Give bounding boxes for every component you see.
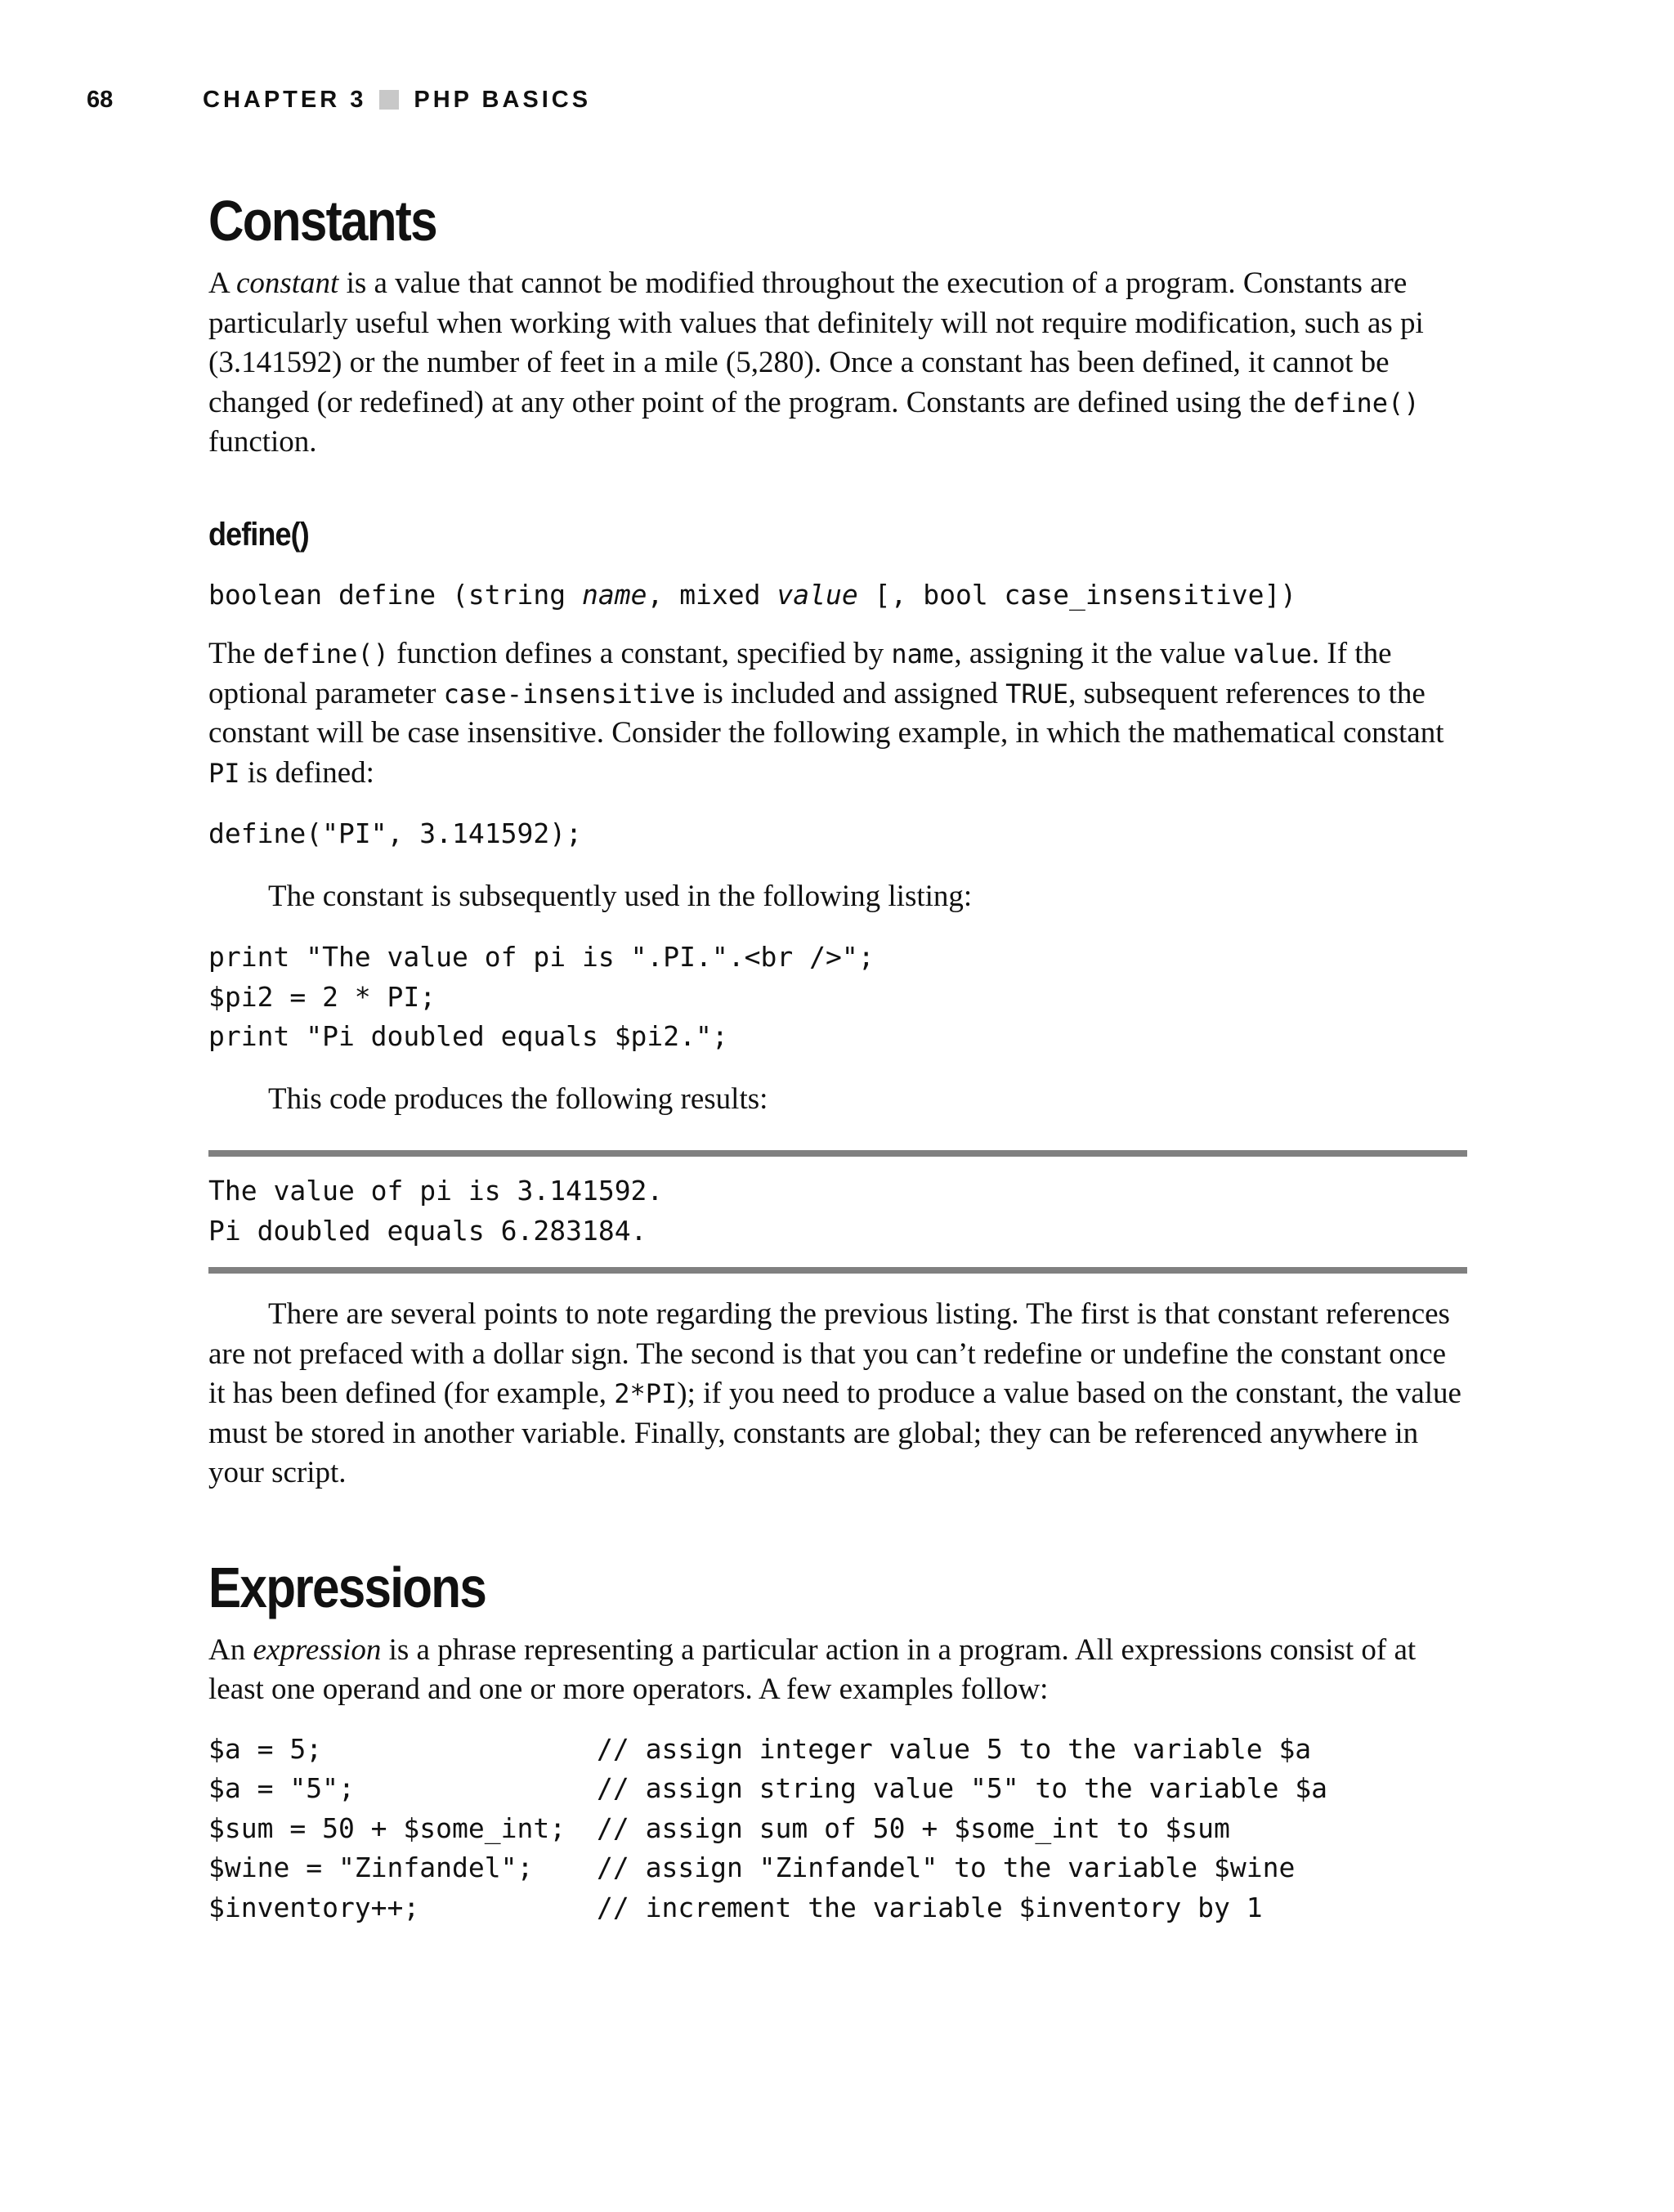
text-run: function defines a constant, specified by [388, 637, 892, 670]
define-signature [208, 575, 1467, 616]
expression-statement: $inventory++; [208, 1891, 420, 1923]
code-line: print "Pi doubled equals $pi2."; [208, 1020, 728, 1052]
running-header [87, 80, 1553, 119]
code-run: [, bool case_insensitive]) [857, 578, 1297, 611]
expression-comment: // assign "Zinfandel" to the variable $wine [597, 1852, 1296, 1883]
expression-statement: $a = 5; [208, 1732, 323, 1765]
text-run: function. [208, 425, 317, 459]
text-run: is included and assigned [695, 676, 1006, 710]
expression-comment: // assign sum of 50 + $some_int to $sum [597, 1811, 1230, 1844]
constants-intro-paragraph [208, 264, 1467, 463]
output-box [208, 1150, 1467, 1274]
inline-code: name [891, 638, 955, 669]
page-number: 68 [87, 86, 114, 113]
inline-code: TRUE [1005, 678, 1069, 710]
expression-statement: $sum = 50 + $some_int; [208, 1811, 566, 1844]
inline-code: define() [262, 638, 389, 669]
text-run: , subsequent references to the constant will be case insensitive. Consider the following example, in which the mathematical constant [208, 676, 1444, 750]
text-run: is defined: [239, 755, 374, 790]
inline-code: PI [208, 757, 240, 789]
used-paragraph: The constant is subsequently used in the following listing: [268, 879, 973, 913]
expressions-intro-paragraph [208, 1631, 1467, 1710]
text-run: is a value that cannot be modified throughout the execution of a program. Constants are particularly useful when working with values that definitely will not require modification, such as pi (3.141592) or the number of feet in a mile (5,280). Once a constant has been defined, it cannot be changed (or redefined) at any other point of the program. Constants are defined using the [208, 266, 1424, 419]
code-line: print "The value of pi is ".PI.".<br />"; [208, 941, 875, 973]
expression-example-row [208, 1848, 1467, 1888]
code-line: $pi2 = 2 * PI; [208, 980, 436, 1013]
output-line: Pi doubled equals 6.283184. [208, 1214, 647, 1247]
listing-code-block [208, 938, 1467, 1057]
expression-example-row [208, 1809, 1467, 1849]
expression-examples [208, 1730, 1467, 1928]
expression-comment: // increment the variable $inventory by 1 [597, 1891, 1263, 1923]
inline-code: 2*PI [614, 1378, 678, 1409]
define-heading: define() [208, 516, 309, 553]
text-run: . If the optional parameter [208, 637, 1392, 710]
text-run: , assigning it the value [954, 637, 1233, 670]
expression-example-row [208, 1730, 1467, 1770]
text-run: ); if you need to produce a value based on the constant, the value must be stored in another variable. Finally, constants are global; they can be referenced anywhere in your script. [208, 1377, 1461, 1489]
term-expression: expression [253, 1632, 382, 1667]
inline-code: case-insensitive [443, 678, 696, 710]
expression-example-row [208, 1769, 1467, 1809]
define-description [208, 634, 1467, 793]
code-run: boolean define (string [208, 578, 582, 611]
section-label: PHP BASICS [414, 86, 592, 113]
expression-statement: $a = "5"; [208, 1772, 355, 1804]
param-name: name [581, 578, 647, 611]
text-run: is a phrase representing a particular action in a program. All expressions consist of at least one operand and one or more operators. A few examples follow: [208, 1632, 1417, 1706]
constants-heading: Constants [208, 189, 436, 253]
text-run: The [208, 637, 263, 670]
text-run: An [208, 1632, 253, 1667]
chapter-label: CHAPTER 3 [203, 86, 367, 113]
expression-comment: // assign string value "5" to the variable $a [597, 1772, 1328, 1804]
text-run: A [208, 266, 236, 300]
param-value: value [777, 578, 858, 611]
page-body [208, 184, 1467, 1928]
text-run: There are several points to note regarding the previous listing. The first is that constant references are not prefaced with a dollar sign. The second is that you can’t redefine or undefine the constant once it has been defined (for example, [208, 1297, 1450, 1410]
inline-code: define() [1293, 387, 1420, 419]
term-constant: constant [235, 266, 339, 300]
expression-comment: // assign integer value 5 to the variable $a [597, 1732, 1312, 1765]
inline-code: value [1233, 638, 1312, 669]
notes-paragraph [208, 1295, 1467, 1493]
results-paragraph: This code produces the following results: [268, 1081, 768, 1116]
expression-example-row [208, 1888, 1467, 1928]
header-square-icon [379, 90, 399, 110]
code-run: , mixed [647, 578, 777, 611]
define-example-code: define("PI", 3.141592); [208, 817, 582, 849]
output-line: The value of pi is 3.141592. [208, 1175, 664, 1207]
expression-statement: $wine = "Zinfandel"; [208, 1852, 534, 1883]
expressions-heading: Expressions [208, 1555, 486, 1619]
